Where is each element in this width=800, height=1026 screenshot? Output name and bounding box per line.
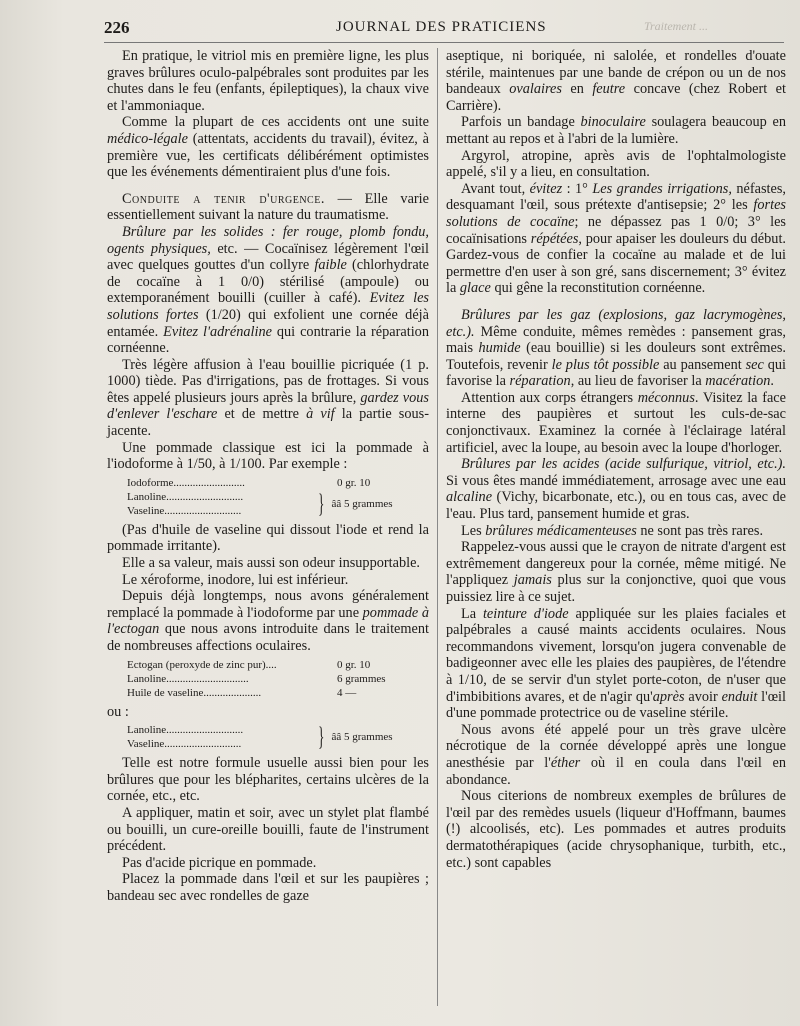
paragraph: Argyrol, atropine, après avis de l'ophtalmologiste appelé, s'il y a lieu, en consultation. [446, 147, 786, 181]
paragraph: Placez la pommade dans l'œil et sur les paupières ; bandeau sec avec rondelles de gaze [107, 871, 429, 904]
right-column [446, 48, 786, 871]
paragraph: Le xéroforme, inodore, lui est inférieur. [122, 571, 349, 588]
column-divider [437, 48, 438, 1006]
paragraph: Avant tout, évitez : 1° Les grandes irrigations, néfastes, desquamant l'œil, sous prétexte d'antisepsie; 2° les fortes solutions de cocaïne; ne dépassez pas 1 0/0; 3° les cocaïnisations répétées, pour apaiser les douleurs du début. Gardez-vous de confier la cocaïne au malade et de lui permettre d'en user à son gré, sans discernement; 3° évitez la glace qui gêne la reconstitution cornéenne. [446, 180, 787, 297]
paragraph: Depuis déjà longtemps, nous avons généralement remplacé la pommade à l'iodoforme par une pommade à l'ectogan que nous avons introduite dans le traitement de nombreuses affections oculaires. [107, 588, 429, 654]
page-number: 226 [104, 18, 130, 37]
section-heading: Conduite a tenir d'urgence. [122, 190, 325, 207]
paragraph: Attention aux corps étrangers méconnus. Visitez la face interne des paupières et surtout les culs-de-sac conjonctivaux. Examinez la cornée à l'éclairage latéral artificiel, avec la loupe, au besoin avec la loupe d'horloger. [446, 389, 786, 456]
paragraph: Nous avons été appelé pour un très grave ulcère nécrotique de la cornée développé après une longue anesthésie par l'éther où il en coula dans l'œil en abondance. [446, 721, 787, 788]
paragraph: Comme la plupart de ces accidents ont une suite médico-légale (attentats, accidents du travail), évitez, à première vue, les certificats délibérément optimistes que les événements démentiraient plus d'une fois. [107, 114, 429, 181]
page-header [104, 18, 754, 42]
paragraph: aseptique, ni boriquée, ni salolée, et rondelles d'ouate stérile, maintenues par une bande de crépon ou un de nos bandeaux ovalaires en feutre concave (chez Robert et Carrière). [446, 48, 786, 114]
header-rule [104, 42, 784, 43]
paragraph: La teinture d'iode appliquée sur les plaies faciales et palpébrales a causé maints accidents oculaires. Nous recommandons vivement, lorsqu'on jugera convenable de badigeonner avec elle les plaies des paupières, de l'étendre à 1/10, de se servir d'un stylet porte-coton, de n'user que d'imbibitions avares, et de n'agir qu'après avoir enduit l'œil d'une pommade protectrice ou de vaseline stérile. [446, 605, 786, 722]
paragraph: (Pas d'huile de vaseline qui dissout l'iode et rend la pommade irritante). [107, 521, 429, 555]
paragraph: A appliquer, matin et soir, avec un stylet plat flambé ou bouilli, un cure-oreille bouilli, faute de l'instrument précédent. [107, 804, 429, 855]
paragraph: Une pommade classique est ici la pommade à l'iodoforme à 1/50, à 1/100. Par exemple : [107, 439, 429, 473]
paragraph: Elle a sa valeur, mais aussi son odeur insupportable. [122, 555, 421, 572]
paragraph: Brûlures par les acides (acide sulfurique, vitriol, etc.). Si vous êtes mandé immédiatement, arrosage avec une eau alcaline (Vichy, bicarbonate, etc.), ou en tous cas, avec de l'eau. Plus tard, pansement humide et gras. [446, 456, 786, 523]
paragraph: Très légère affusion à l'eau bouillie picriquée (1 p. 1000) tiède. Pas d'irrigations, pas de frottages. Si vous êtes appelé plusieurs jours après la brûlure, gardez vous d'enlever l'eschare et de mettre à vif la partie sous-jacente. [107, 356, 429, 440]
paragraph: Telle est notre formule usuelle aussi bien pour les brûlures que pour les blépharites, certains ulcères de la cornée, etc., etc. [107, 755, 429, 805]
paragraph: Rappelez-vous aussi que le crayon de nitrate d'argent est extrêmement dangereux pour la cornée, même mitigé. Ne l'appliquez jamais plus sur la conjonctive, quoi que vous puissiez lire à ce sujet. [446, 539, 786, 605]
show-through-heading: Traitement ... [644, 19, 709, 33]
running-title: JOURNAL DES PRATICIENS [336, 19, 547, 35]
paragraph: Les brûlures médicamenteuses ne sont pas très rares. [461, 522, 764, 539]
formula-lanoline-vaseline: Lanoline............................ Vaseline............................ } ââ 5 grammes [127, 722, 393, 752]
paragraph: Nous citerions de nombreux exemples de brûlures de l'œil par des remèdes usuels (liqueur d'Hoffmann, baumes (!) alcoolisés, etc). Les pommades et autres produits dermatothérapiques (acide chrysophanique, turbith, etc., etc.) sont capables [446, 788, 786, 871]
paragraph: Brûlure par les solides : fer rouge, plomb fondu, ogents physiques, etc. — Cocaïnisez légèrement l'œil avec quelques gouttes d'un collyre faible (chlorhydrate de cocaïne à 1 0/0) stérilisé (ampoule) ou extemporanément bouilli (cuiller à café). Evitez les solutions fortes (1/20) qui exfolient une cornée déjà entamée. Evitez l'adrénaline qui contrarie la réparation cornéenne. [107, 223, 429, 357]
paragraph: Pas d'acide picrique en pommade. [122, 854, 317, 871]
left-column [107, 48, 429, 905]
formula-iodoforme: Iodoforme.......................... 0 gr. 10 Lanoline............................ Vaseline............................ } ââ 5 grammes [127, 476, 393, 518]
paragraph: Parfois un bandage binoculaire soulagera beaucoup en mettant au repos et à l'abri de la lumière. [446, 114, 787, 147]
paragraph: En pratique, le vitriol mis en première ligne, les plus graves brûlures oculo-palpébrales sont produites par les chutes dans le feu (enfants, épileptiques), la chaux vive et l'ammoniaque. [107, 48, 429, 114]
formula-ectogan: Ectogan (peroxyde de zinc pur).... 0 gr. 10 Lanoline.............................. 6 grammes Huile de vaseline..................... 4 — [127, 658, 386, 699]
paragraph: Brûlures par les gaz (explosions, gaz lacrymogènes, etc.). Même conduite, mêmes remèdes : pansement gras, mais humide (eau bouillie) si les douleurs sont extrêmes. Toutefois, revenir le plus tôt possible au pansement sec qui favorise la réparation, au lieu de favoriser la macération. [446, 306, 787, 390]
section-heading-paragraph: Conduite a tenir d'urgence. — Elle varie essentiellement suivant la nature du traumatisme. [107, 190, 429, 224]
formula-alternative: ou : [107, 703, 129, 720]
